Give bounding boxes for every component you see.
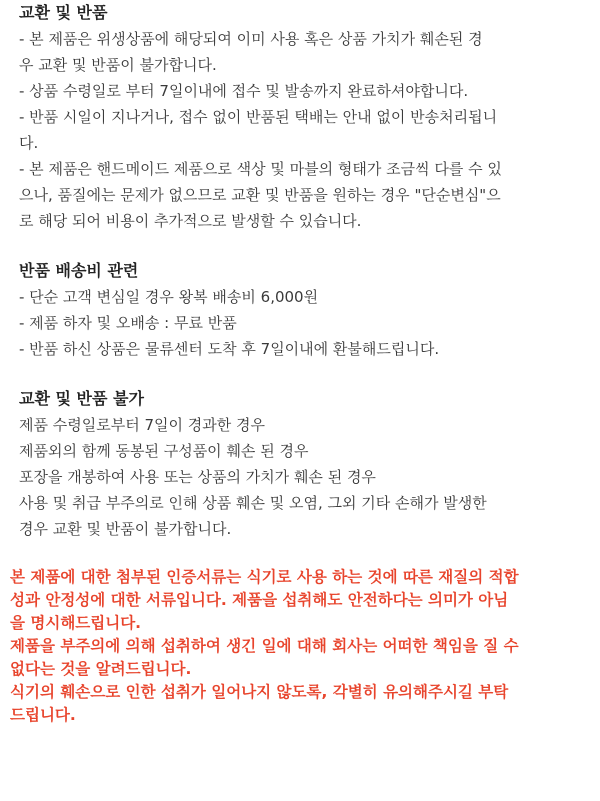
return-shipping-line: - 반품 하신 상품은 물류센터 도착 후 7일이내에 환불해드립니다.: [19, 340, 440, 358]
exchange-return-line: 우 교환 및 반품이 불가합니다.: [19, 56, 217, 74]
warning-line: 을 명시해드립니다.: [10, 614, 142, 632]
warning-line: 식기의 훼손으로 인한 섭취가 일어나지 않도록, 각별히 유의해주시길 부탁: [10, 683, 509, 701]
return-shipping-line: - 제품 하자 및 오배송 : 무료 반품: [19, 314, 237, 332]
exchange-return-line: 다.: [19, 134, 39, 152]
return-shipping-line: - 단순 고객 변심일 경우 왕복 배송비 6,000원: [19, 288, 319, 306]
not-allowed-line: 포장을 개봉하여 사용 또는 상품의 가치가 훼손 된 경우: [19, 468, 376, 486]
exchange-return-line: - 본 제품은 위생상품에 해당되여 이미 사용 혹은 상품 가치가 훼손된 경: [19, 30, 483, 48]
not-allowed-line: 제품 수령일로부터 7일이 경과한 경우: [19, 416, 265, 434]
food-safety-warning: [10, 566, 595, 727]
exchange-return-line: 으나, 품질에는 문제가 없으므로 교환 및 반품을 원하는 경우 "단순변심"으: [19, 186, 501, 204]
warning-line: 성과 안정성에 대한 서류입니다. 제품을 섭취해도 안전하다는 의미가 아님: [10, 591, 509, 609]
exchange-return-line: 로 해당 되어 비용이 추가적으로 발생할 수 있습니다.: [19, 212, 362, 230]
exchange-return-line: - 본 제품은 핸드메이드 제품으로 색상 및 마블의 형태가 조금씩 다를 수 있: [19, 160, 502, 178]
return-shipping-section: [19, 258, 589, 362]
not-allowed-section: [19, 386, 589, 542]
return-shipping-heading: 반품 배송비 관련: [19, 261, 139, 280]
warning-line: 드립니다.: [10, 706, 76, 724]
not-allowed-line: 경우 교환 및 반품이 불가합니다.: [19, 520, 232, 538]
warning-line: 본 제품에 대한 첨부된 인증서류는 식기로 사용 하는 것에 따른 재질의 적합: [10, 568, 519, 586]
exchange-return-line: - 반품 시일이 지나거나, 접수 없이 반품된 택배는 안내 없이 반송처리됩니: [19, 108, 498, 126]
exchange-return-heading: 교환 및 반품: [19, 3, 108, 22]
exchange-return-section: [19, 0, 589, 234]
warning-line: 없다는 것을 알려드립니다.: [10, 660, 192, 678]
not-allowed-heading: 교환 및 반품 불가: [19, 389, 144, 408]
not-allowed-line: 제품외의 함께 동봉된 구성품이 훼손 된 경우: [19, 442, 309, 460]
not-allowed-line: 사용 및 취급 부주의로 인해 상품 훼손 및 오염, 그외 기타 손해가 발생한: [19, 494, 487, 512]
warning-line: 제품을 부주의에 의해 섭취하여 생긴 일에 대해 회사는 어떠한 책임을 질 수: [10, 637, 519, 655]
exchange-return-line: - 상품 수령일로 부터 7일이내에 접수 및 발송까지 완료하셔야합니다.: [19, 82, 469, 100]
